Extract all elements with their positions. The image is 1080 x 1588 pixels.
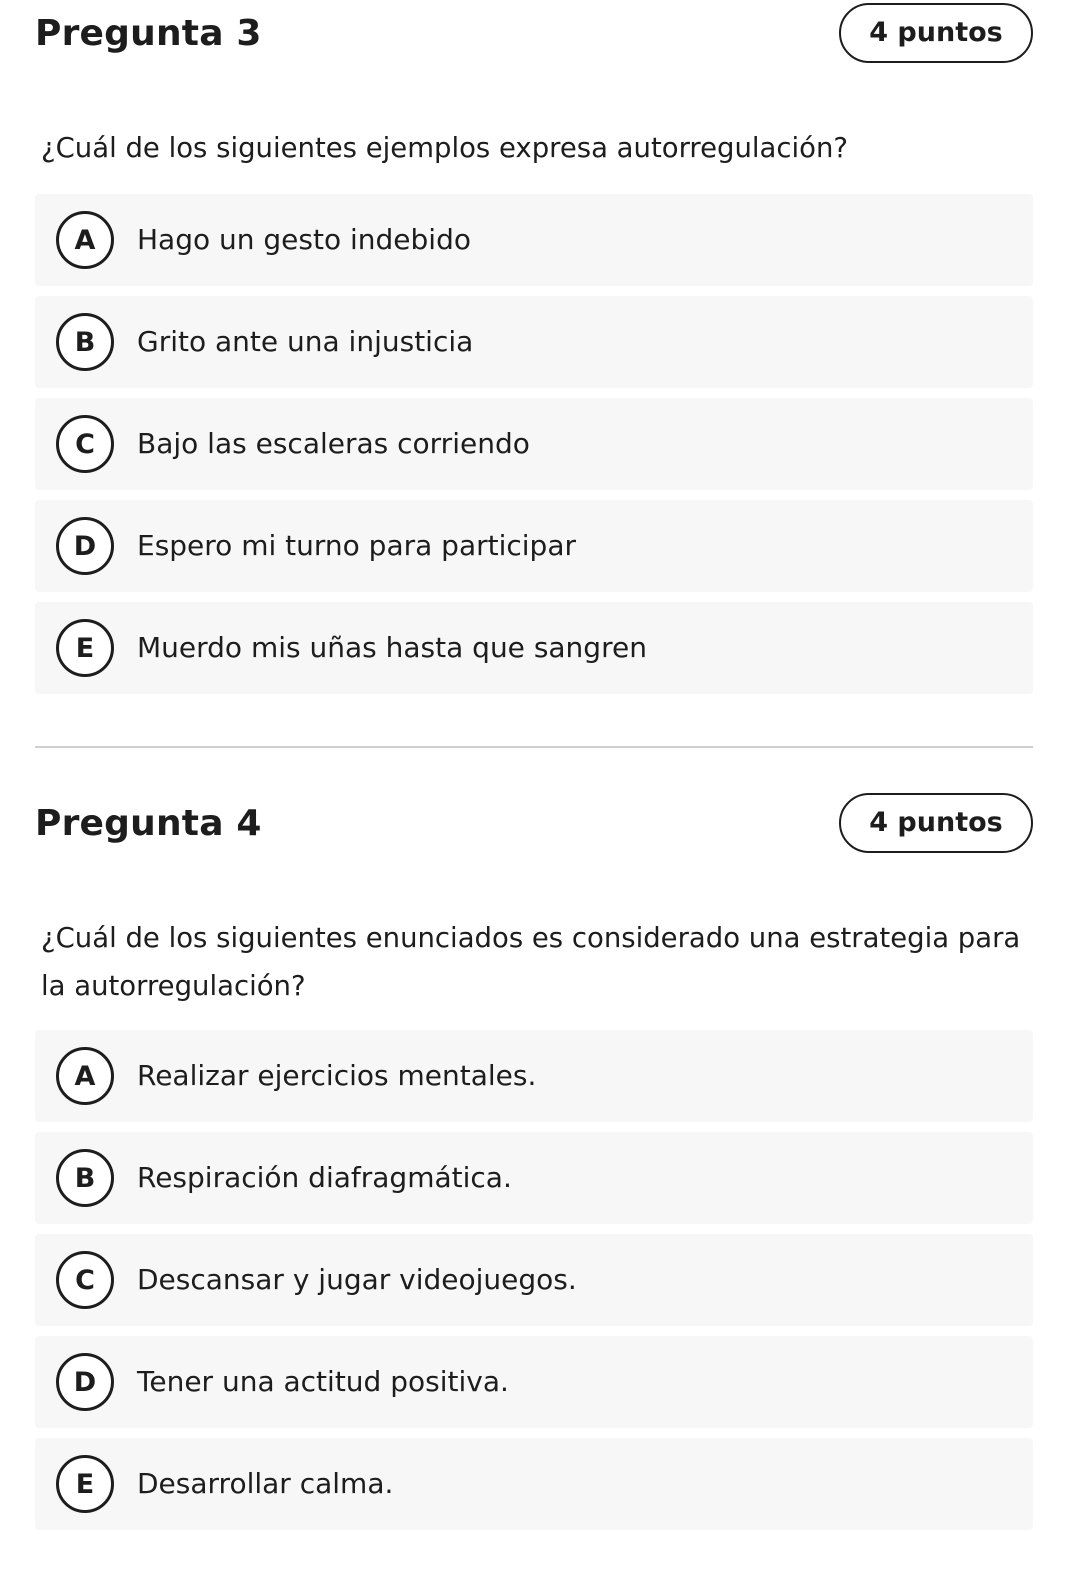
question-3 — [35, 0, 1033, 664]
question-header — [35, 790, 1033, 860]
option-d[interactable] — [35, 500, 1033, 592]
option-e[interactable] — [35, 602, 1033, 694]
option-c[interactable] — [35, 1234, 1033, 1326]
points-badge: 4 puntos — [839, 793, 1033, 853]
option-letter-badge: C — [56, 1251, 114, 1309]
option-letter-badge: A — [56, 1047, 114, 1105]
question-text: ¿Cuál de los siguientes enunciados es considerado una estrategia para la autorregulación? — [41, 922, 1021, 1002]
answer-options — [35, 194, 1033, 704]
option-label: Realizar ejercicios mentales. — [137, 1059, 537, 1092]
option-letter-badge: B — [56, 1149, 114, 1207]
question-title: Pregunta 3 — [35, 13, 262, 54]
option-a[interactable] — [35, 1030, 1033, 1122]
option-letter-badge: E — [56, 1455, 114, 1513]
option-letter-badge: B — [56, 313, 114, 371]
option-e[interactable] — [35, 1438, 1033, 1530]
option-label: Grito ante una injusticia — [137, 325, 474, 358]
option-label: Hago un gesto indebido — [137, 223, 471, 256]
option-label: Espero mi turno para participar — [137, 529, 577, 562]
section-divider — [35, 746, 1033, 748]
option-label: Tener una actitud positiva. — [137, 1365, 509, 1398]
option-label: Descansar y jugar videojuegos. — [137, 1263, 577, 1296]
answer-options — [35, 1030, 1033, 1540]
option-d[interactable] — [35, 1336, 1033, 1428]
option-letter-badge: D — [56, 1353, 114, 1411]
option-letter-badge: E — [56, 619, 114, 677]
option-label: Desarrollar calma. — [137, 1467, 394, 1500]
question-title: Pregunta 4 — [35, 803, 262, 844]
option-label: Bajo las escaleras corriendo — [137, 427, 530, 460]
option-c[interactable] — [35, 398, 1033, 490]
option-label: Muerdo mis uñas hasta que sangren — [137, 631, 647, 664]
option-b[interactable] — [35, 296, 1033, 388]
points-badge: 4 puntos — [839, 3, 1033, 63]
option-letter-badge: C — [56, 415, 114, 473]
question-4 — [35, 790, 1033, 1500]
option-a[interactable] — [35, 194, 1033, 286]
option-letter-badge: A — [56, 211, 114, 269]
question-header — [35, 0, 1033, 70]
question-text: ¿Cuál de los siguientes ejemplos expresa autorregulación? — [41, 132, 849, 164]
option-label: Respiración diafragmática. — [137, 1161, 512, 1194]
option-letter-badge: D — [56, 517, 114, 575]
option-b[interactable] — [35, 1132, 1033, 1224]
